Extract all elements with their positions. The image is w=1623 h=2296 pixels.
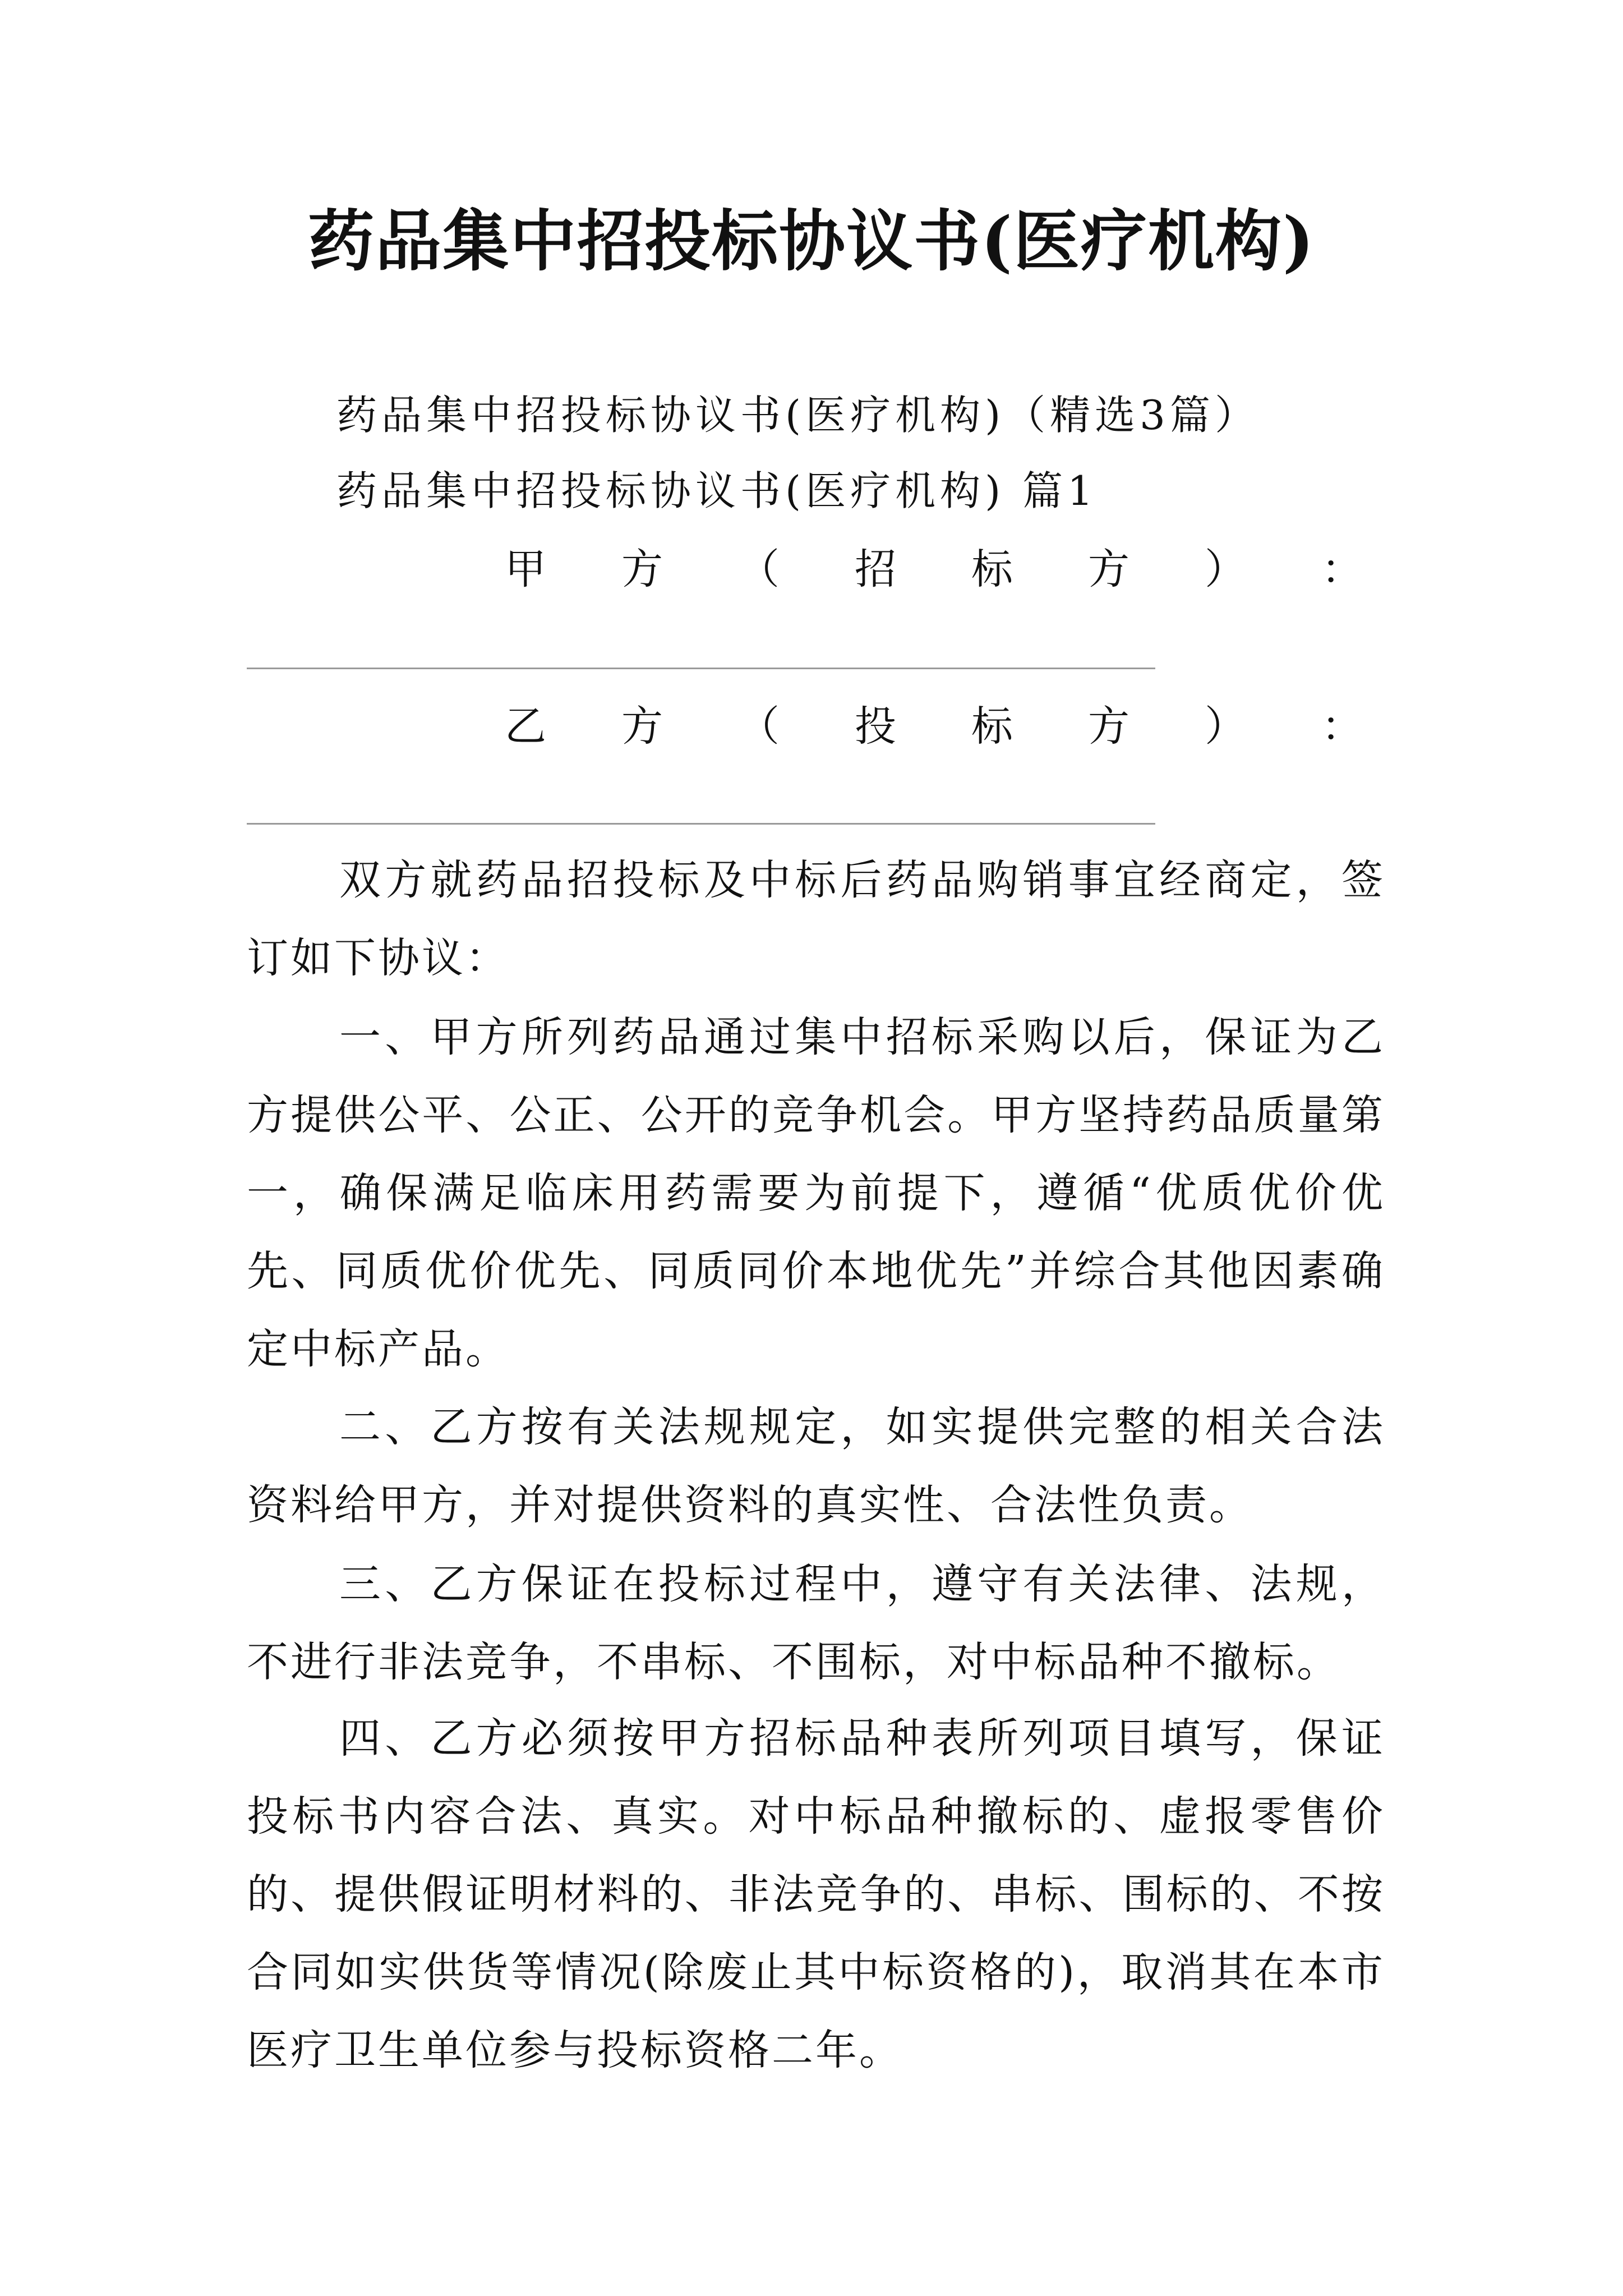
party-b-blank-line xyxy=(247,823,1155,825)
party-a-line xyxy=(505,541,1363,597)
party-b-char: 方 xyxy=(1088,702,1129,751)
party-a-blank-line xyxy=(247,668,1155,669)
party-a-char: 甲 xyxy=(505,545,546,593)
party-b-char: ） xyxy=(1205,702,1246,751)
party-b-char: 标 xyxy=(971,702,1013,751)
party-b-char: （ xyxy=(738,702,780,751)
party-a-char: 方 xyxy=(1088,545,1129,593)
paragraph-clause-2: 二、乙方按有关法规规定，如实提供完整的相关合法资料给甲方，并对提供资料的真实性、合法性负责。 xyxy=(247,1403,1385,1529)
section-heading: 药品集中招投标协议书(医疗机构) 篇1 xyxy=(336,467,1098,514)
paragraph-intro: 双方就药品招投标及中标后药品购销事宜经商定，签订如下协议： xyxy=(247,856,1385,982)
party-a-char: 方 xyxy=(621,545,663,593)
paragraph-clause-4: 四、乙方必须按甲方招标品种表所列项目填写，保证投标书内容合法、真实。对中标品种撤标的、虚报零售价的、提供假证明材料的、非法竞争的、串标、围标的、不按合同如实供货等情况(除废止其中标资格的)，取消其在本市医疗卫生单位参与投标资格二年。 xyxy=(247,1714,1385,2074)
paragraph-clause-3: 三、乙方保证在投标过程中，遵守有关法律、法规，不进行非法竞争，不串标、不围标，对中标品种不撤标。 xyxy=(247,1560,1385,1686)
party-a-char: （ xyxy=(738,545,780,593)
party-b-char: ： xyxy=(1321,702,1363,751)
party-a-char: ） xyxy=(1205,545,1246,593)
paragraph-clause-1: 一、甲方所列药品通过集中招标采购以后，保证为乙方提供公平、公正、公开的竞争机会。甲方坚持药品质量第一，确保满足临床用药需要为前提下，遵循“优质优价优先、同质优价优先、同质同价本地优先”并综合其他因素确定中标产品。 xyxy=(247,1013,1385,1373)
document-title: 药品集中招投标协议书(医疗机构) xyxy=(308,202,1315,280)
document-subtitle: 药品集中招投标协议书(医疗机构)（精选3篇） xyxy=(336,392,1260,439)
party-b-char: 投 xyxy=(855,702,896,751)
party-b-line xyxy=(505,698,1363,754)
party-a-char: 招 xyxy=(855,545,896,593)
party-a-char: ： xyxy=(1321,545,1363,593)
party-b-char: 方 xyxy=(621,702,663,751)
party-a-char: 标 xyxy=(971,545,1013,593)
party-b-char: 乙 xyxy=(505,702,546,751)
